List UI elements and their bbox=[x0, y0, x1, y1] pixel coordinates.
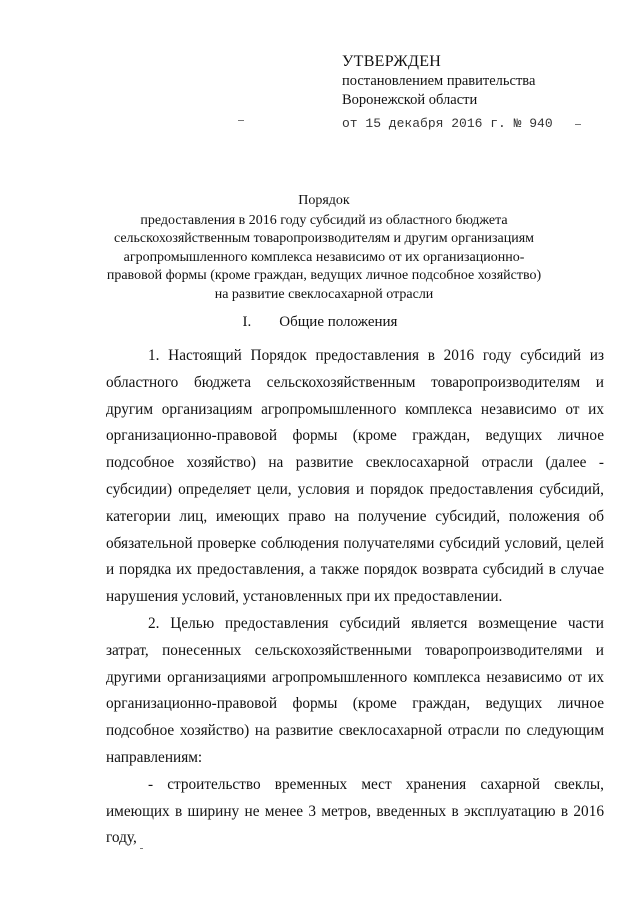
approval-heading: УТВЕРЖДЕН bbox=[342, 53, 442, 70]
document-body bbox=[106, 343, 604, 852]
paragraph-list-item: - строительство временных мест хранения сахарной свеклы, имеющих в ширину не менее 3 метров, введенных в эксплуатацию в 2016 году, bbox=[106, 775, 604, 847]
document-title-block bbox=[100, 192, 548, 304]
section-number: I. bbox=[242, 314, 252, 330]
document-subtitle: предоставления в 2016 году субсидий из областного бюджета сельскохозяйственным товаропроизводителям и другим организациям агропромышленного комплекса независимо от их организационно-правовой формы (кроме граждан, ведущих личное подсобное хозяйство) на развитие свеклосахарной отрасли bbox=[106, 212, 542, 302]
paragraph-2: 2. Целью предоставления субсидий является возмещение части затрат, понесенных сельскохозяйственными товаропроизводителями и другими организациями агропромышленного комплекса независимо от их организационно-правовой формы (кроме граждан, ведущих личное подсобное хозяйство) на развитие свеклосахарной отрасли по следующим направлениям: bbox=[106, 614, 604, 766]
scan-speck bbox=[140, 848, 143, 849]
document-title: Порядок bbox=[298, 193, 350, 208]
scan-speck bbox=[575, 124, 581, 125]
section-heading bbox=[0, 312, 640, 332]
approval-decree-line: постановлением правительства bbox=[342, 73, 536, 89]
paragraph-1: 1. Настоящий Порядок предоставления в 2016 году субсидий из областного бюджета сельскохозяйственным товаропроизводителям и другим организациям агропромышленного комплекса независимо от их организационно-правовой формы (кроме граждан, ведущих личное подсобное хозяйство) на развитие свеклосахарной отрасли (далее - субсидии) определяет цели, условия и порядок предоставления субсидий, категории лиц, имеющих право на получение субсидий, положения об обязательной проверке соблюдения получателями субсидий условий, целей и порядка их предоставления, а также порядок возврата субсидий в случае нарушения условий, установленных при их предоставлении. bbox=[106, 347, 604, 606]
approval-region-line: Воронежской области bbox=[342, 92, 478, 108]
section-title: Общие положения bbox=[279, 314, 398, 330]
approval-date-stamp: от 15 декабря 2016 г. № 940 bbox=[342, 116, 553, 131]
approval-block bbox=[342, 52, 632, 134]
scan-speck bbox=[238, 120, 244, 121]
